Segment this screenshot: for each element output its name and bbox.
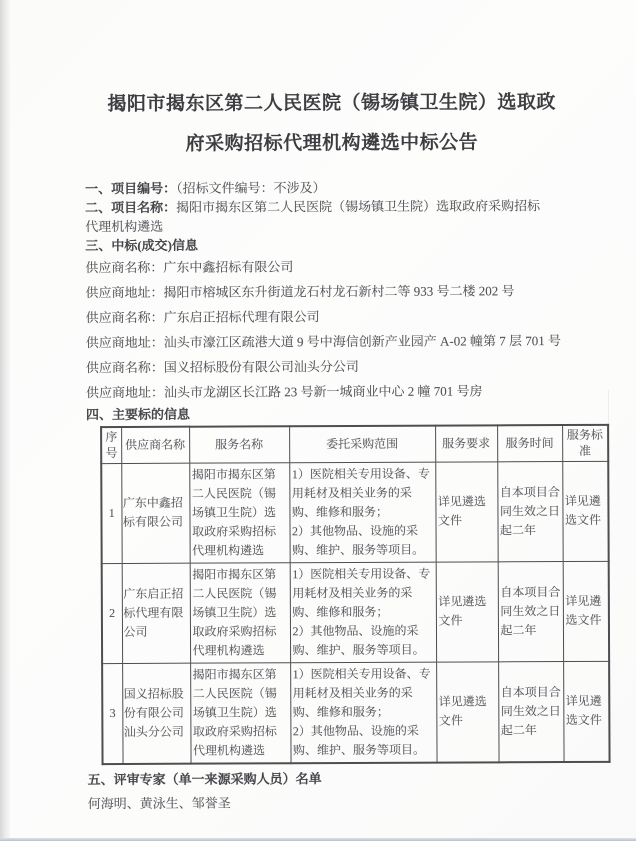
winner-3-address-value: 汕头市龙湖区长江路 23 号新一城商业中心 2 幢 701 号房 (163, 383, 483, 400)
document-content (84, 0, 610, 814)
row-1-supplier: 广东中鑫招标有限公司 (121, 463, 189, 563)
row-2-no: 2 (102, 563, 122, 663)
winner-3-name (86, 353, 594, 380)
winner-3-name-value: 国义招标股份有限公司汕头分公司 (163, 358, 359, 375)
winner-2-address-value: 汕头市濠江区疏港大道 9 号中海信创新产业园产 A-02 幢第 7 层 701 号 (163, 333, 561, 350)
row-2-scope (290, 562, 436, 663)
winner-2-address (86, 328, 594, 355)
supplier-name-label: 供应商名称： (85, 359, 164, 376)
col-header-supplier: 供应商名称 (121, 427, 189, 463)
row-2-scope-item-2: 2）其他物品、设施的采购、维护、服务等项目。 (292, 623, 425, 657)
section-experts-heading: 五、评审专家（单一来源采购人员）名单 (87, 770, 322, 787)
row-1-no: 1 (101, 463, 121, 563)
table-header-row (101, 425, 608, 463)
row-2-scope-item-1: 1）医院相关专用设备、专用耗材及相关业务的采购、维修和服务； (292, 566, 431, 619)
row-1-standard: 详见遴选文件 (562, 461, 608, 561)
document-title-line2: 府采购招标代理机构遴选中标公告 (185, 132, 479, 155)
winner-3-address (86, 378, 594, 405)
section-project-name (85, 196, 549, 236)
row-3-scope (290, 662, 436, 763)
winner-1-name (85, 253, 593, 280)
scan-left-edge-shadow (0, 0, 10, 841)
supplier-name-label: 供应商名称： (85, 259, 164, 276)
section-project-number (85, 177, 607, 198)
section-main-subject (86, 403, 608, 424)
col-header-scope: 委托采购范围 (289, 426, 435, 463)
row-1-scope-item-2: 2）其他物品、设施的采购、维护、服务等项目。 (292, 523, 425, 557)
section-project-number-label: 一、项目编号： (85, 180, 177, 197)
section-award-info-heading: 三、中标(成交)信息 (85, 237, 199, 254)
winner-2-name (86, 303, 594, 330)
row-3-supplier: 国义招标股份有限公司汕头分公司 (122, 663, 190, 764)
row-3-scope-item-2: 2）其他物品、设施的采购、维护、服务等项目。 (292, 723, 426, 757)
document-title (85, 83, 607, 165)
row-3-scope-item-1: 1）医院相关专用设备、专用耗材及相关业务的采购、维修和服务； (292, 666, 431, 719)
row-1-requirement: 详见遴选文件 (435, 461, 497, 561)
row-3-no: 3 (102, 663, 122, 764)
document-sections (85, 177, 607, 255)
row-2-service: 揭阳市揭东区第二人民医院（锡场镇卫生院）选取政府采购招标代理机构遴选 (190, 562, 290, 662)
supplier-addr-label: 供应商地址： (85, 284, 164, 301)
section-project-name-value: 揭阳市揭东区第二人民医院（锡场镇卫生院）选取政府采购招标代理机构遴选 (85, 198, 541, 235)
supplier-addr-label: 供应商地址： (85, 384, 164, 401)
row-1-service: 揭阳市揭东区第二人民医院（锡场镇卫生院）选取政府采购招标代理机构遴选 (189, 462, 289, 562)
section-main-subject-heading: 四、主要标的信息 (86, 406, 191, 423)
winner-list (85, 253, 594, 405)
row-2-supplier: 广东启正招标代理有限公司 (122, 563, 190, 663)
col-header-standard: 服务标准 (562, 425, 608, 461)
supplier-name-label: 供应商名称： (85, 309, 164, 326)
table-row (101, 461, 608, 563)
row-2-standard: 详见遴选文件 (563, 561, 609, 661)
col-header-no: 序号 (101, 427, 121, 463)
winner-1-address (85, 278, 593, 305)
row-3-standard: 详见遴选文件 (563, 661, 609, 762)
row-1-scope (289, 462, 435, 563)
row-2-requirement: 详见遴选文件 (436, 561, 498, 661)
expert-names: 何海明、黄泳生、邹誉圣 (87, 795, 231, 811)
row-3-time: 自本项目合同生效之日起二年 (498, 661, 563, 762)
section-project-name-label: 二、项目名称： (85, 199, 177, 216)
winner-1-name-value: 广东中鑫招标有限公司 (163, 259, 294, 275)
supplier-addr-label: 供应商地址： (85, 334, 164, 351)
row-2-time: 自本项目合同生效之日起二年 (498, 561, 563, 661)
col-header-service: 服务名称 (189, 426, 289, 462)
main-subject-table (100, 424, 610, 765)
col-header-time: 服务时间 (497, 425, 562, 461)
document-title-line1: 揭阳市揭东区第二人民医院（锡场镇卫生院）选取政 (107, 92, 556, 116)
winner-2-name-value: 广东启正招标代理有限公司 (163, 309, 320, 325)
row-3-service: 揭阳市揭东区第二人民医院（锡场镇卫生院）选取政府采购招标代理机构遴选 (190, 662, 290, 763)
table-row (102, 561, 609, 663)
col-header-requirement: 服务要求 (435, 425, 497, 461)
row-1-scope-item-1: 1）医院相关专用设备、专用耗材及相关业务的采购、维修和服务； (291, 466, 430, 519)
row-1-time: 自本项目合同生效之日起二年 (497, 461, 562, 561)
table-row (102, 661, 609, 764)
row-3-requirement: 详见遴选文件 (436, 661, 498, 762)
section-project-number-value: （招标文件编号：不涉及） (176, 180, 326, 196)
winner-1-address-value: 揭阳市榕城区东升街道龙石村龙石新村二等 933 号二楼 202 号 (163, 283, 515, 300)
